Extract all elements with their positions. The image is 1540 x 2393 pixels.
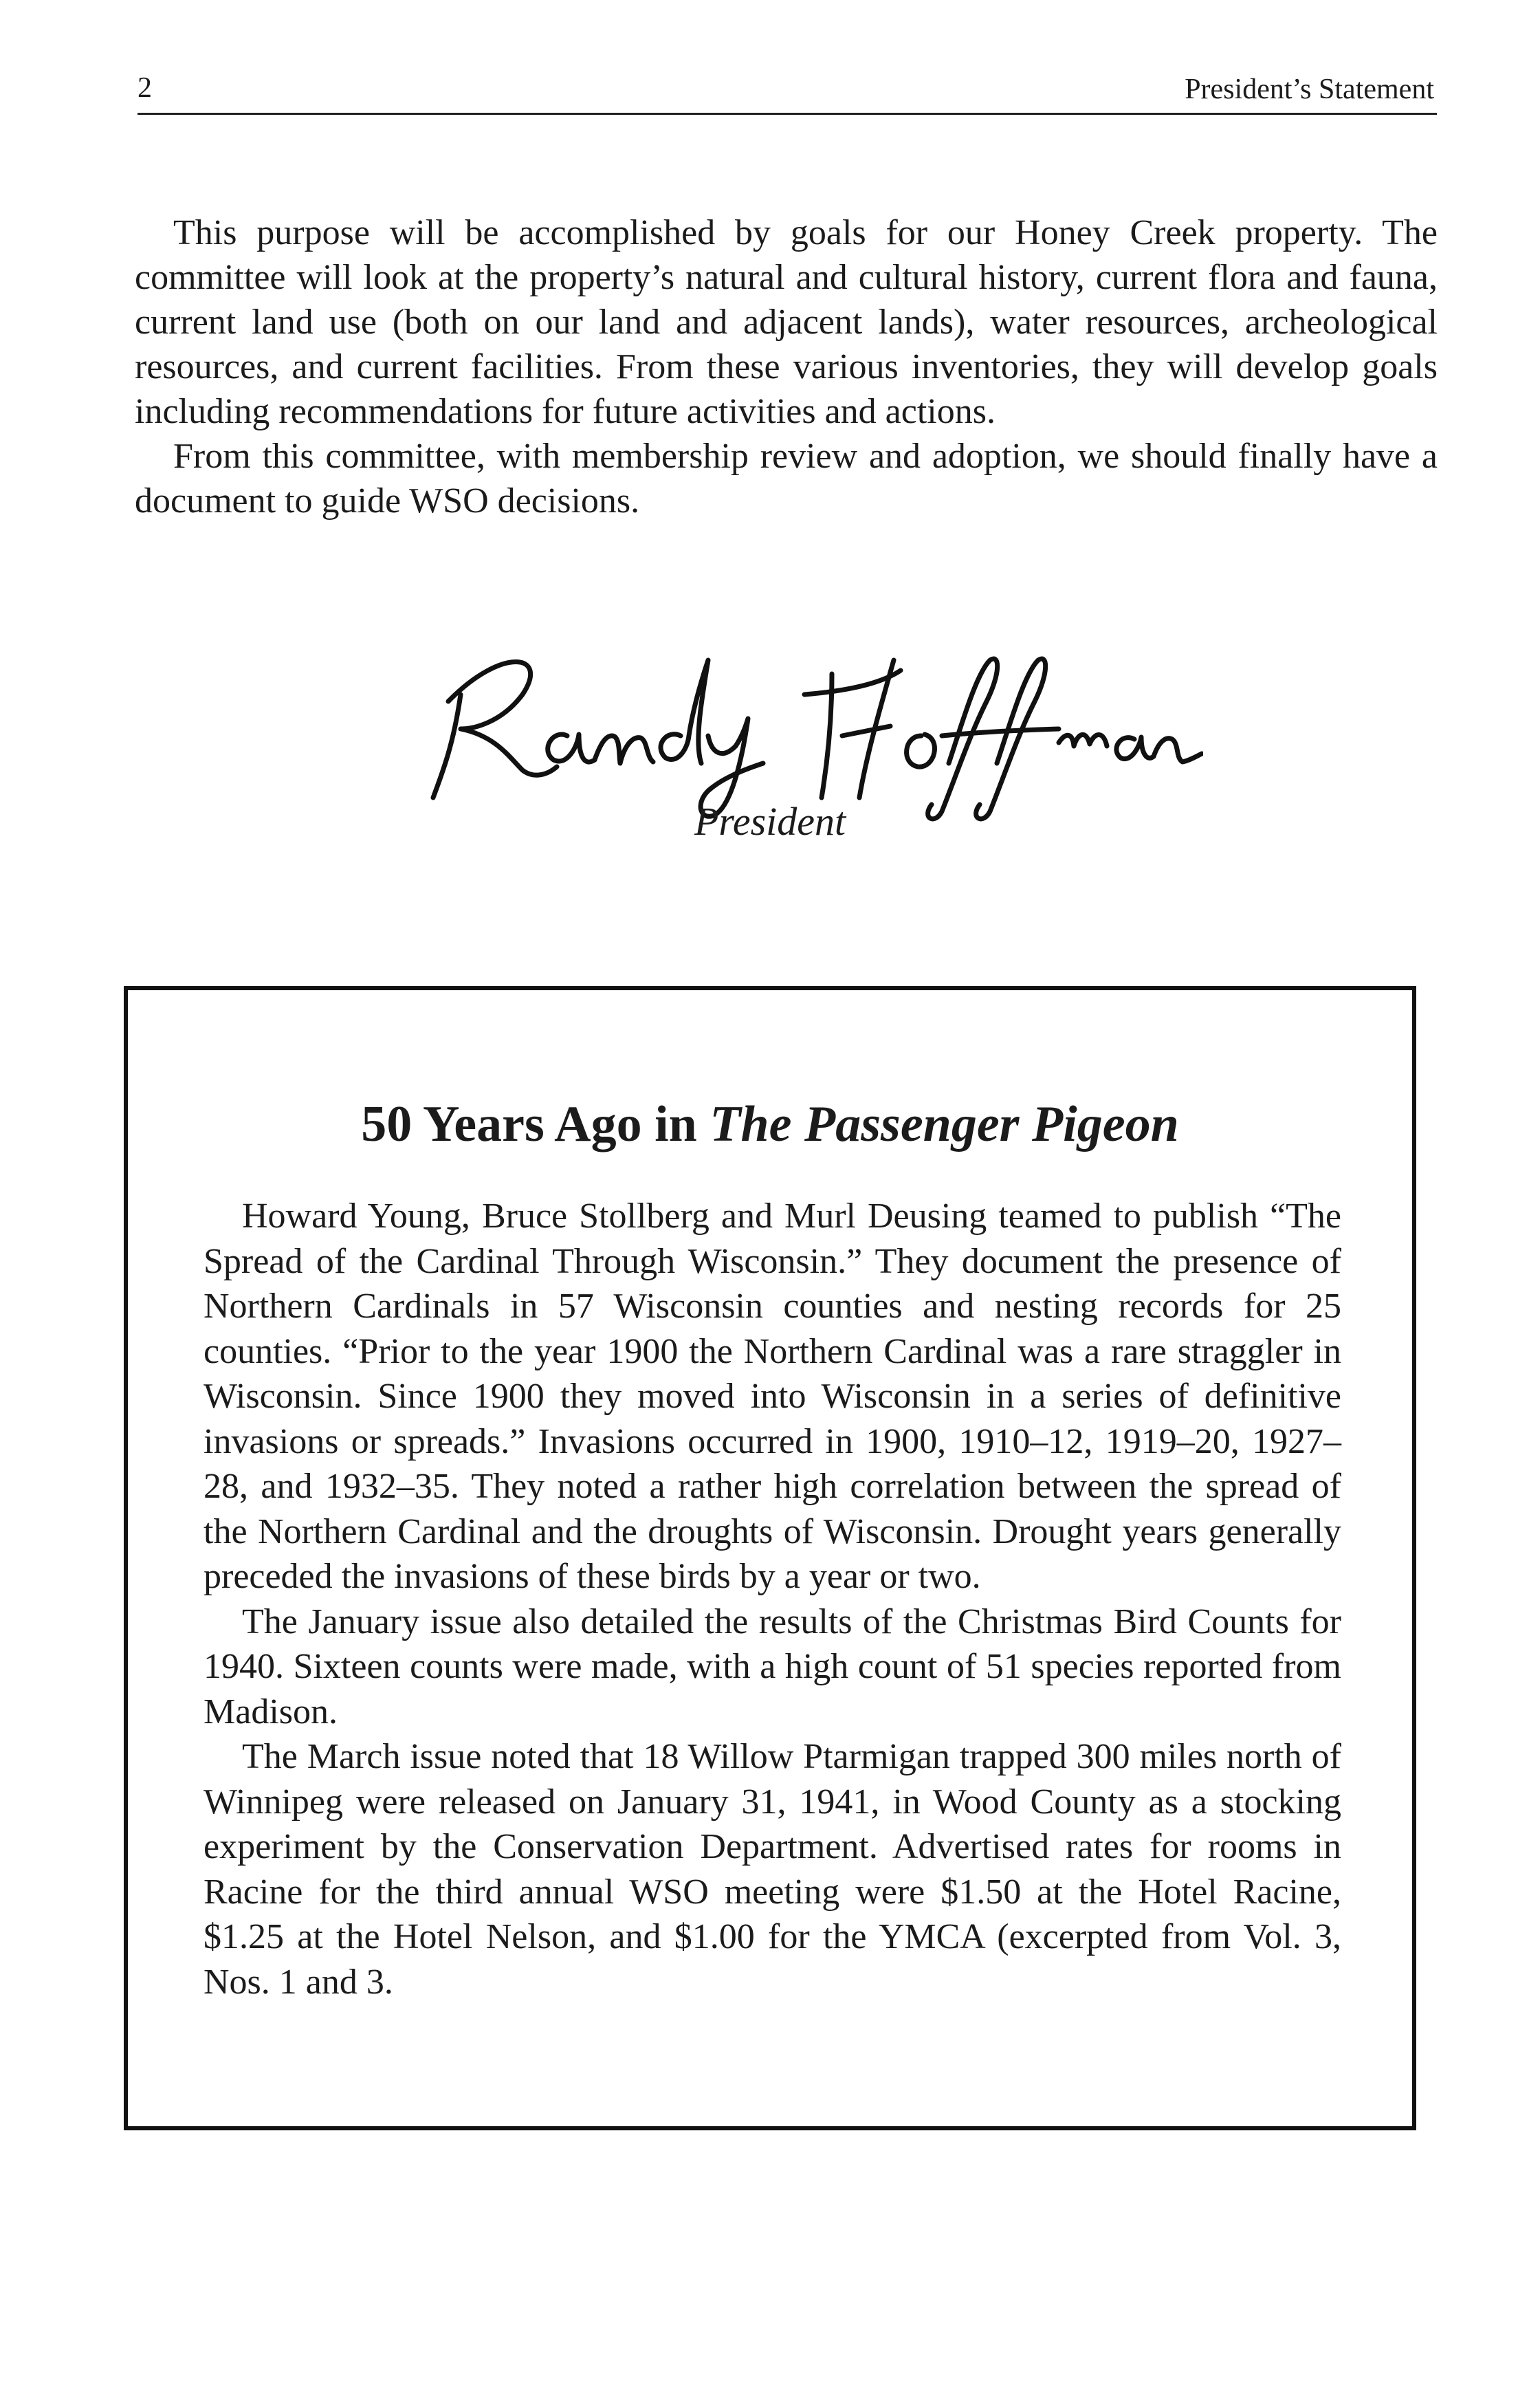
statement-paragraph: From this committee, with membership review and adoption, we should finally have a document to guide WSO decisions. [135, 437, 1438, 521]
signer-title: President [694, 799, 846, 844]
statement-paragraph: This purpose will be accomplished by goals for our Honey Creek property. The committee will look at the property’s natural and cultural history, current flora and fauna, current land use (both on our land and adjacent lands), water resources, archeological resources, and current facilities. From these various inventories, they will develop goals including recommendations for future activities and actions. [135, 213, 1438, 431]
section-title: President’s Statement [1185, 74, 1434, 105]
box-title-journal: The Passenger Pigeon [710, 1096, 1179, 1152]
page-number: 2 [138, 72, 152, 104]
running-head [138, 72, 1437, 115]
signature-image [419, 598, 1203, 825]
box-text [204, 1194, 1341, 2004]
presidents-statement-text [135, 210, 1438, 523]
box-paragraph: The March issue noted that 18 Willow Ptarmigan trapped 300 miles north of Winnipeg were released on January 31, 1941, in Wood County as a stocking experiment by the Conservation Department. Advertised rates for rooms in Racine for the third annual WSO meeting were $1.50 at the Hotel Racine, $1.25 at the Hotel Nelson, and $1.00 for the YMCA (excerpted from Vol. 3, Nos. 1 and 3. [204, 1737, 1341, 2002]
box-title [128, 1093, 1412, 1155]
box-title-prefix: 50 Years Ago in [361, 1096, 710, 1152]
box-paragraph: The January issue also detailed the results of the Christmas Bird Counts for 1940. Sixteen counts were made, with a high count of 51 species reported from Madison. [204, 1602, 1341, 1731]
handwritten-signature [419, 598, 1203, 825]
box-paragraph: Howard Young, Bruce Stollberg and Murl Deusing teamed to publish “The Spread of the Cardinal Through Wisconsin.” They document the presence of Northern Cardinals in 57 Wisconsin counties and nesting records for 25 counties. “Prior to the year 1900 the Northern Cardinal was a rare straggler in Wisconsin. Since 1900 they moved into Wisconsin in a series of definitive invasions or spreads.” Invasions occurred in 1900, 1910–12, 1919–20, 1927–28, and 1932–35. They noted a rather high correlation between the spread of the Northern Cardinal and the droughts of Wisconsin. Drought years generally preceded the invasions of these birds by a year or two. [204, 1196, 1341, 1596]
fifty-years-ago-box [124, 986, 1416, 2130]
